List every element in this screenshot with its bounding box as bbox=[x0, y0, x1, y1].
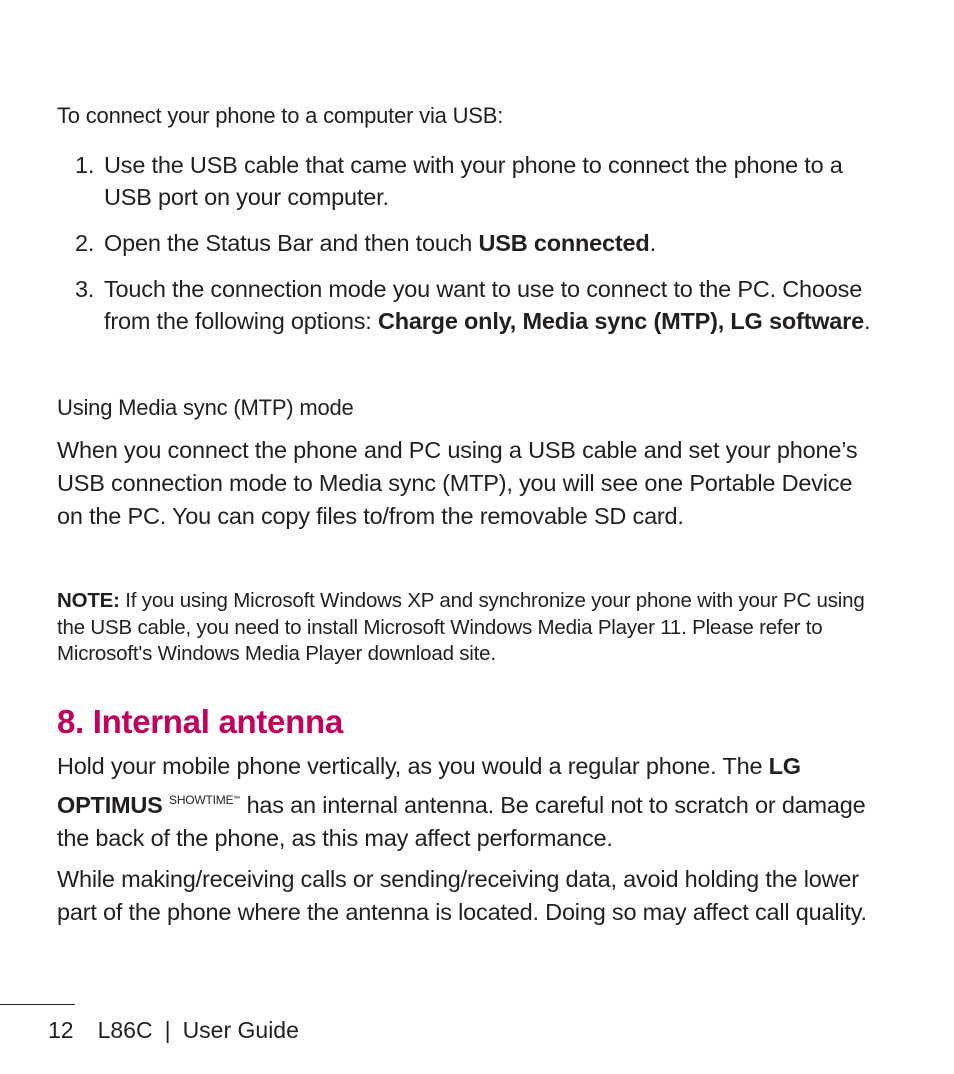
usb-connect-heading: To connect your phone to a computer via USB: bbox=[57, 103, 504, 128]
step-text-end: . bbox=[864, 308, 871, 334]
brand-superscript: SHOWTIME bbox=[169, 793, 234, 807]
step-text-end: . bbox=[649, 230, 656, 256]
antenna-paragraph-1 bbox=[57, 750, 887, 855]
step-number: 1. bbox=[75, 152, 95, 178]
usb-step-2 bbox=[57, 227, 877, 259]
para-text-end: has an internal antenna. Be careful not to scratch or damage the back of the phone, as this may affect performance. bbox=[57, 792, 866, 851]
usb-step-3 bbox=[57, 273, 877, 337]
usb-connected-label: USB connected bbox=[478, 230, 650, 256]
connection-mode-options: Charge only, Media sync (MTP), LG software bbox=[377, 308, 864, 334]
trademark-symbol: ™ bbox=[233, 796, 241, 803]
note-block bbox=[57, 588, 887, 668]
section-title: 8. Internal antenna bbox=[57, 703, 343, 740]
page-number: 12 bbox=[48, 1017, 74, 1043]
note-text: If you using Microsoft Windows XP and synchronize your phone with your PC using the USB cable, you need to install Microsoft Windows Media Player 11. Please refer to Microsoft's Windows Media Player download site. bbox=[57, 589, 865, 665]
usb-steps-list bbox=[57, 149, 877, 351]
note-label: NOTE: bbox=[57, 589, 120, 612]
para-text: Hold your mobile phone vertically, as you would a regular phone. The bbox=[57, 753, 769, 779]
step-text: Open the Status Bar and then touch bbox=[104, 230, 479, 256]
step-number: 2. bbox=[75, 230, 95, 256]
step-text: Use the USB cable that came with your phone to connect the phone to a USB port on your computer. bbox=[104, 152, 843, 210]
usb-step-1 bbox=[57, 149, 877, 213]
step-text: Touch the connection mode you want to use to connect to the PC. Choose from the following options: bbox=[104, 276, 863, 334]
step-number: 3. bbox=[75, 276, 95, 302]
footer-rule bbox=[0, 1004, 75, 1005]
guide-label: User Guide bbox=[182, 1017, 299, 1043]
antenna-paragraph-2: While making/receiving calls or sending/receiving data, avoid holding the lower part of the phone where the antenna is located. Doing so may affect call quality. bbox=[57, 866, 867, 925]
mtp-mode-body: When you connect the phone and PC using a USB cable and set your phone’s USB connection mode to Media sync (MTP), you will see one Portable Device on the PC. You can copy files to/from the removable SD card. bbox=[57, 437, 858, 529]
brand-name-text: LG OPTIMUS bbox=[57, 753, 801, 818]
model-name: L86C bbox=[97, 1017, 153, 1043]
footer-separator: | bbox=[164, 1017, 171, 1043]
mtp-mode-heading: Using Media sync (MTP) mode bbox=[57, 395, 354, 420]
page-footer bbox=[48, 1014, 299, 1046]
